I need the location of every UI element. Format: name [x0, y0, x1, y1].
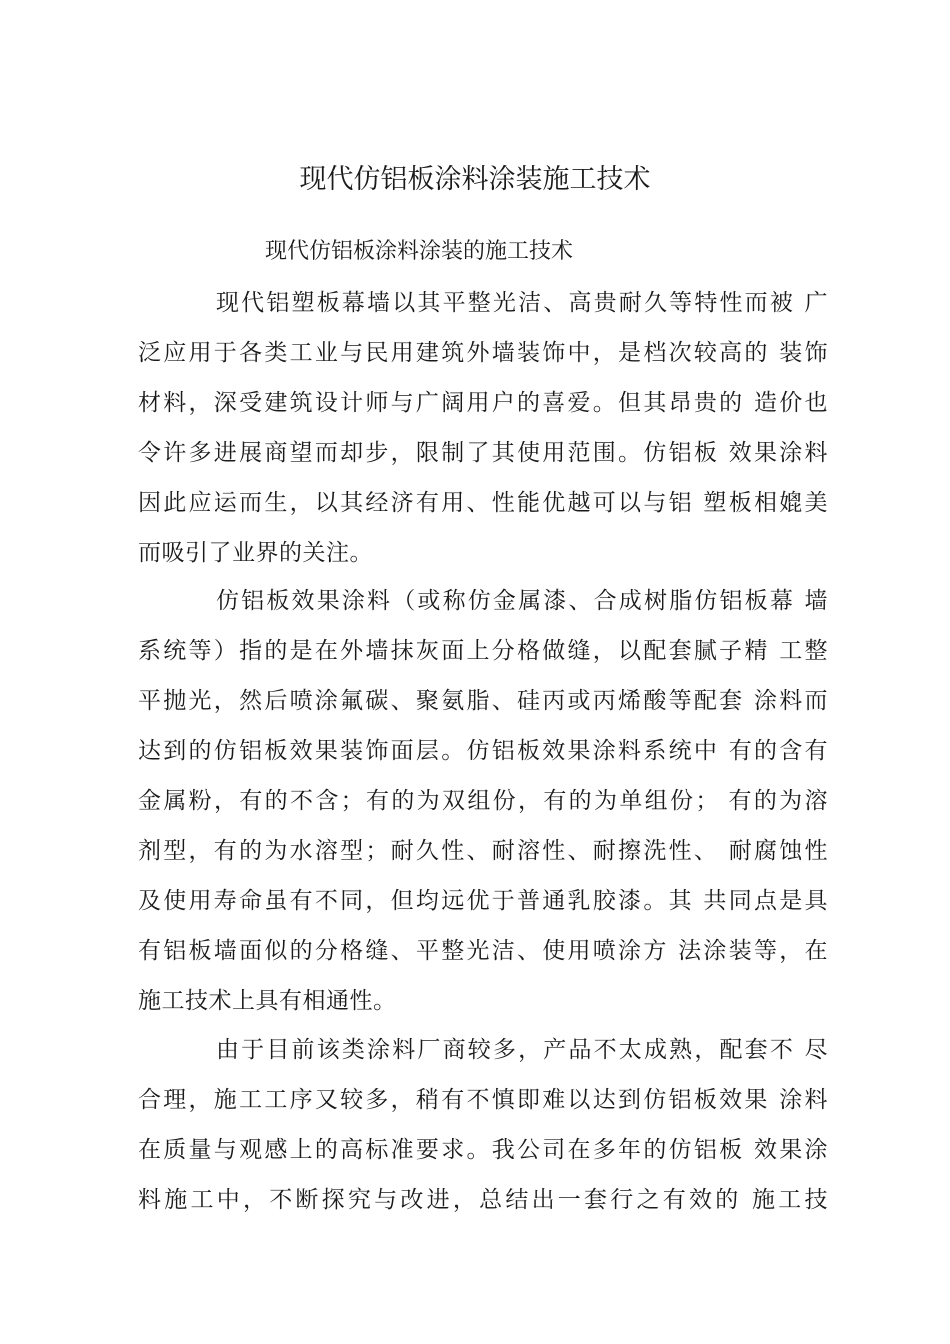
paragraph-line: 达到的仿铝板效果装饰面层。仿铝板效果涂料系统中 有的含有: [138, 738, 828, 764]
paragraph-line: 材料，深受建筑设计师与广阔用户的喜爱。但其昂贵的 造价也: [138, 390, 828, 416]
paragraph-3: [138, 1025, 828, 1225]
paragraph-line: 合理，施工工序又较多，稍有不慎即难以达到仿铝板效果 涂料: [138, 1087, 828, 1113]
document-title: 现代仿铝板涂料涂装施工技术: [299, 164, 651, 195]
paragraph-2: [138, 576, 828, 1026]
paragraph-line: 系统等）指的是在外墙抹灰面上分格做缝，以配套腻子精 工整: [138, 638, 828, 664]
paragraph-line: 而吸引了业界的关注。: [138, 540, 373, 566]
paragraph-line: 施工技术上具有相通性。: [138, 988, 397, 1014]
paragraph-line: 有铝板墙面似的分格缝、平整光洁、使用喷涂方 法涂装等，在: [138, 938, 828, 964]
paragraph-line: 剂型，有的为水溶型；耐久性、耐溶性、耐擦洗性、 耐腐蚀性: [138, 838, 828, 864]
paragraph-line: 平抛光，然后喷涂氟碳、聚氨脂、硅丙或丙烯酸等配套 涂料而: [138, 688, 828, 714]
paragraph-line: 仿铝板效果涂料（或称仿金属漆、合成树脂仿铝板幕 墙: [216, 588, 828, 614]
paragraph-line: 及使用寿命虽有不同，但均远优于普通乳胶漆。其 共同点是具: [138, 888, 828, 914]
paragraph-line: 令许多进展商望而却步，限制了其使用范围。仿铝板 效果涂料: [138, 440, 828, 466]
paragraph-line: 现代铝塑板幕墙以其平整光洁、高贵耐久等特性而被 广: [216, 290, 828, 316]
paragraph-1: [138, 278, 828, 578]
paragraph-line: 因此应运而生，以其经济有用、性能优越可以与铝 塑板相媲美: [138, 490, 828, 516]
paragraph-line: 泛应用于各类工业与民用建筑外墙装饰中，是档次较高的 装饰: [138, 340, 828, 366]
paragraph-line: 在质量与观感上的高标准要求。我公司在多年的仿铝板 效果涂: [138, 1137, 828, 1163]
document-subtitle: 现代仿铝板涂料涂装的施工技术: [265, 239, 574, 264]
paragraph-line: 金属粉，有的不含；有的为双组份，有的为单组份； 有的为溶: [138, 788, 828, 814]
paragraph-line: 料施工中，不断探究与改进，总结出一套行之有效的 施工技: [138, 1187, 828, 1213]
paragraph-line: 由于目前该类涂料厂商较多，产品不太成熟，配套不 尽: [216, 1037, 828, 1063]
